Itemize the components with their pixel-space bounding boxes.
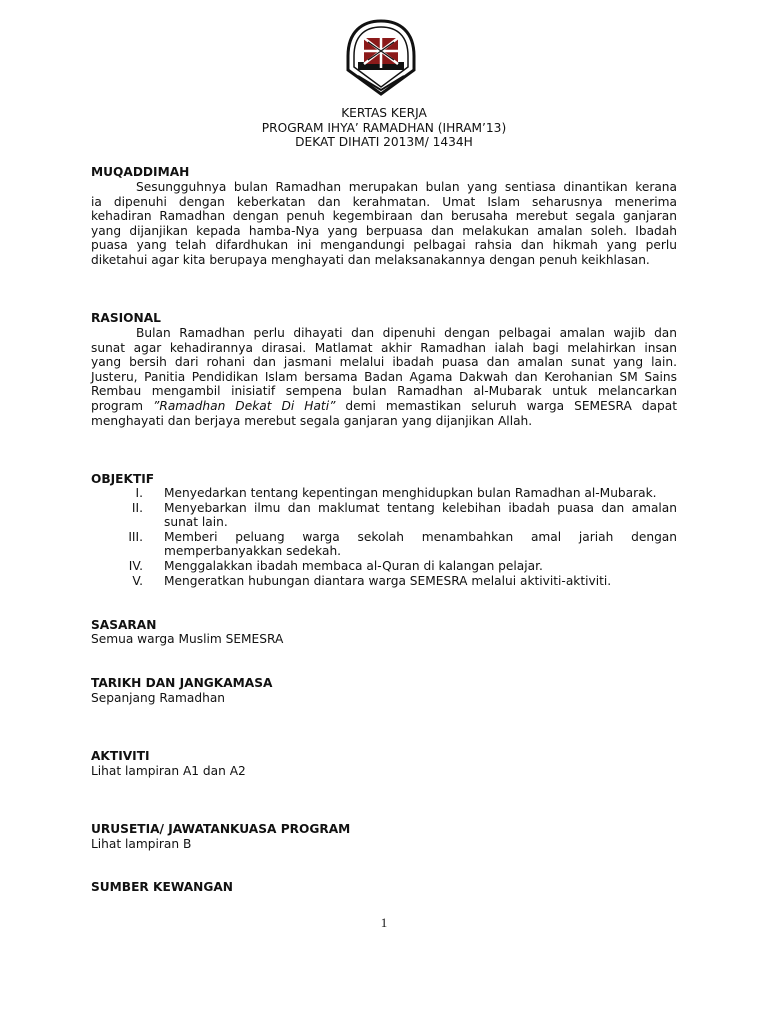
list-number: II. bbox=[131, 500, 143, 515]
list-item bbox=[91, 530, 677, 559]
objektif-list bbox=[91, 486, 677, 588]
list-text: Menyedarkan tentang kepentingan menghidupkan bulan Ramadhan al-Mubarak. bbox=[164, 486, 657, 500]
muqaddimah-line: puasa yang telah difardhukan ini mengandungi pelbagai rahsia dan hikmah yang perlu bbox=[91, 238, 677, 253]
muqaddimah-line: Sesungguhnya bulan Ramadhan merupakan bulan yang sentiasa dinantikan kerana bbox=[136, 180, 677, 194]
list-text: Menggalakkan ibadah membaca al-Quran di kalangan pelajar. bbox=[164, 558, 543, 573]
rasional-line: yang bersih dari rohani dan jasmani melalui ibadah puasa dan amalan sunat yang lain. bbox=[91, 355, 677, 370]
sumber-heading: SUMBER KEWANGAN bbox=[91, 880, 233, 894]
school-crest-logo-icon bbox=[344, 18, 418, 96]
rasional-line bbox=[91, 399, 677, 414]
doc-title-line-1: KERTAS KERJA bbox=[341, 106, 427, 120]
list-text: Mengeratkan hubungan diantara warga SEMESRA melalui aktiviti-aktiviti. bbox=[164, 573, 612, 588]
rasional-text: demi memastikan seluruh warga SEMESRA dapat bbox=[335, 398, 677, 413]
tarikh-text: Sepanjang Ramadhan bbox=[91, 691, 226, 705]
list-number: I. bbox=[135, 486, 143, 500]
doc-title-line-3: DEKAT DIHATI 2013M/ 1434H bbox=[295, 135, 473, 149]
doc-title-line-2: PROGRAM IHYA’ RAMADHAN (IHRAM’13) bbox=[261, 121, 507, 135]
muqaddimah-paragraph bbox=[91, 180, 677, 268]
muqaddimah-line: yang dijanjikan kepada hamba-Nya yang berpuasa dan melakukan amalan soleh. Ibadah bbox=[91, 223, 677, 238]
muqaddimah-line: kehadiran Ramadhan dengan penuh kegembiraan dan berusaha merebut segala ganjaran bbox=[91, 209, 677, 224]
list-item bbox=[91, 501, 677, 530]
rasional-heading: RASIONAL bbox=[91, 311, 161, 325]
list-item bbox=[91, 574, 677, 589]
urusetia-text: Lihat lampiran B bbox=[91, 837, 192, 851]
list-number: V. bbox=[132, 573, 143, 588]
page-number: 1 bbox=[380, 915, 388, 930]
sasaran-text: Semua warga Muslim SEMESRA bbox=[91, 632, 284, 646]
aktiviti-text: Lihat lampiran A1 dan A2 bbox=[91, 764, 246, 778]
rasional-line: menghayati dan berjaya merebut segala ganjaran yang dijanjikan Allah. bbox=[91, 413, 533, 428]
rasional-line: Justeru, Panitia Pendidikan Islam bersama Badan Agama Dakwah dan Kerohanian SM Sains bbox=[91, 369, 677, 384]
urusetia-heading: URUSETIA/ JAWATANKUASA PROGRAM bbox=[91, 822, 351, 836]
list-item bbox=[91, 486, 677, 501]
list-text: Menyebarkan ilmu dan maklumat tentang kelebihan ibadah puasa dan amalan sunat lain. bbox=[164, 500, 677, 530]
list-item bbox=[91, 559, 677, 574]
rasional-line: Bulan Ramadhan perlu dihayati dan dipenuhi dengan pelbagai amalan wajib dan bbox=[136, 326, 677, 340]
rasional-line: Rembau mengambil inisiatif sempena bulan Ramadhan al-Mubarak untuk melancarkan bbox=[91, 384, 677, 399]
muqaddimah-line: diketahui agar kita berupaya menghayati dan melaksanakannya dengan penuh keikhlasan. bbox=[91, 252, 650, 267]
rasional-line: sunat agar kehadirannya dirasai. Matlamat akhir Ramadhan ialah bagi melahirkan insan bbox=[91, 340, 677, 355]
sasaran-heading: SASARAN bbox=[91, 618, 157, 632]
rasional-text: program bbox=[91, 398, 154, 413]
program-name-italic: ”Ramadhan Dekat Di Hati” bbox=[153, 398, 336, 413]
list-number: III. bbox=[128, 529, 143, 544]
tarikh-heading: TARIKH DAN JANGKAMASA bbox=[91, 676, 273, 690]
aktiviti-heading: AKTIVITI bbox=[91, 749, 150, 763]
muqaddimah-heading: MUQADDIMAH bbox=[91, 165, 190, 179]
list-number: IV. bbox=[128, 558, 143, 573]
list-text: Memberi peluang warga sekolah menambahkan amal jariah dengan memperbanyakkan sedekah. bbox=[164, 529, 677, 559]
objektif-heading: OBJEKTIF bbox=[91, 472, 155, 486]
muqaddimah-line: ia dipenuhi dengan keberkatan dan kerahmatan. Umat Islam seharusnya menerima bbox=[91, 194, 677, 209]
rasional-paragraph bbox=[91, 326, 677, 428]
